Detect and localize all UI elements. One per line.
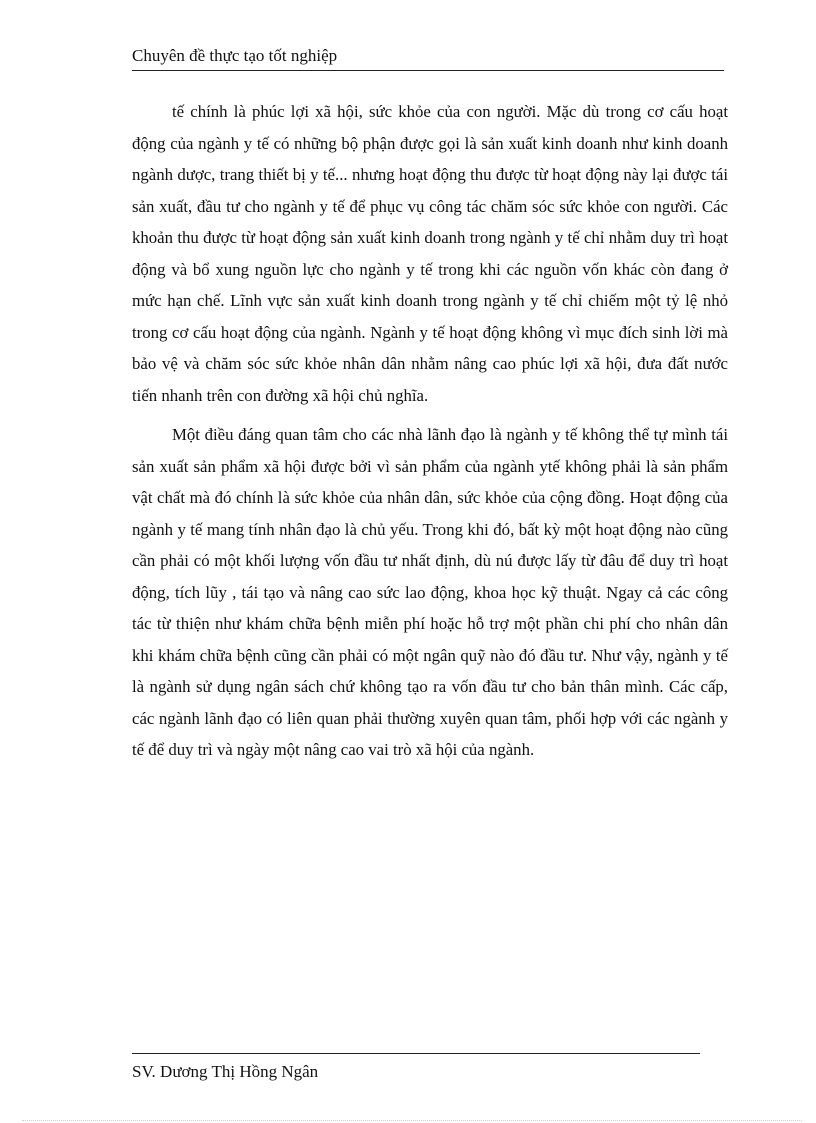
page-bottom-edge: [22, 1120, 802, 1121]
document-body: [132, 96, 728, 774]
paragraph-2: Một điều đáng quan tâm cho các nhà lãnh đạo là ngành y tế không thể tự mình tái sản xuất sản phẩm xã hội được bởi vì sản phẩm của ngành ytế không phải là sản phẩm vật chất mà đó chính là sức khỏe của nhân dân, sức khỏe của cộng đồng. Hoạt động của ngành y tế mang tính nhân đạo là chủ yếu. Trong khi đó, bất kỳ một hoạt động nào cũng cần phải có một khối lượng vốn đầu tư nhất định, dù nú được lấy từ đâu để duy trì hoạt động, tích lũy , tái tạo và nâng cao sức lao động, khoa học kỹ thuật. Ngay cả các công tác từ thiện như khám chữa bệnh miễn phí hoặc hỗ trợ một phần chi phí cho nhân dân khi khám chữa bệnh cũng cần phải có một ngân quỹ nào đó đầu tư. Như vậy, ngành y tế là ngành sử dụng ngân sách chứ không tạo ra vốn đầu tư cho bản thân mình. Các cấp, các ngành lãnh đạo có liên quan phải thường xuyên quan tâm, phối hợp với các ngành y tế để duy trì và ngày một nâng cao vai trò xã hội của ngành.: [132, 425, 728, 759]
page-header: [132, 44, 724, 71]
page-footer: [132, 1060, 318, 1084]
paragraph-1: tế chính là phúc lợi xã hội, sức khỏe của con người. Mặc dù trong cơ cấu hoạt động của ngành y tế có những bộ phận được gọi là sản xuất kinh doanh như kinh doanh ngành dược, trang thiết bị y tế... nhưng hoạt động thu được từ hoạt động này lại được tái sản xuất, đầu tư cho ngành y tế để phục vụ công tác chăm sóc sức khỏe con người. Các khoản thu được từ hoạt động sản xuất kinh doanh trong ngành y tế chỉ nhằm duy trì hoạt động và bổ xung nguồn lực cho ngành y tế trong khi các nguồn vốn khác còn đang ở mức hạn chế. Lĩnh vực sản xuất kinh doanh trong ngành y tế chỉ chiếm một tỷ lệ nhỏ trong cơ cấu hoạt động của ngành. Ngành y tế hoạt động không vì mục đích sinh lời mà bảo vệ và chăm sóc sức khỏe nhân dân nhằm nâng cao phúc lợi xã hội, đưa đất nước tiến nhanh trên con đường xã hội chủ nghĩa.: [132, 102, 728, 405]
header-title: Chuyên đề thực tạo tốt nghiệp: [132, 46, 338, 65]
footer-divider: [132, 1053, 700, 1054]
footer-author: SV. Dương Thị Hồng Ngân: [132, 1062, 319, 1081]
